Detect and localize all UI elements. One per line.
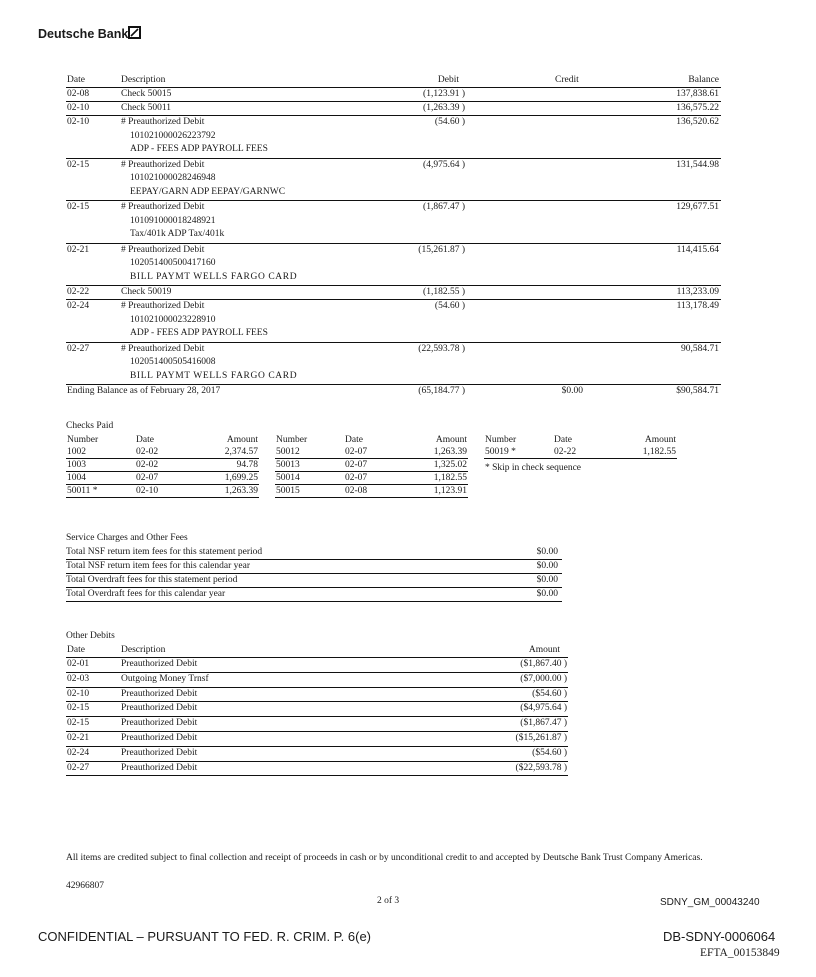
activity-row bbox=[66, 244, 721, 287]
service-charge-label: Total Overdraft fees for this statement period bbox=[66, 575, 238, 585]
activity-debit: (1,182.55 ) bbox=[423, 287, 465, 297]
od-col-description: Description bbox=[121, 645, 166, 655]
activity-detail-line: BILL PAYMT WELLS FARGO CARD bbox=[130, 271, 298, 282]
od-col-amount: Amount bbox=[528, 645, 560, 655]
check-amount: 2,374.57 bbox=[224, 447, 258, 457]
activity-debit: (1,123.91 ) bbox=[423, 89, 465, 99]
activity-detail-line: 101021000023228910 bbox=[130, 314, 216, 325]
other-debit-amount: ($54.60 ) bbox=[532, 747, 567, 758]
check-row bbox=[66, 472, 259, 485]
other-debit-description: Outgoing Money Trnsf bbox=[121, 673, 209, 684]
activity-row bbox=[66, 343, 721, 386]
service-charges-title: Service Charges and Other Fees bbox=[66, 533, 188, 543]
check-amount: 1,263.39 bbox=[224, 486, 258, 496]
activity-balance: 113,233.09 bbox=[676, 287, 719, 297]
checks-col-number: Number bbox=[485, 435, 517, 445]
activity-detail-line: EEPAY/GARN ADP EEPAY/GARNWC bbox=[130, 186, 286, 197]
check-number: 50012 bbox=[276, 447, 300, 457]
check-amount: 1,699.25 bbox=[224, 473, 258, 483]
activity-date: 02-27 bbox=[67, 343, 90, 354]
check-number: 50015 bbox=[276, 486, 300, 496]
check-date: 02-10 bbox=[136, 486, 159, 496]
activity-debit: (4,975.64 ) bbox=[423, 159, 465, 170]
bank-name: Deutsche Bank bbox=[38, 27, 129, 41]
other-debit-date: 02-01 bbox=[67, 659, 90, 669]
activity-description: Check 50019 bbox=[121, 287, 172, 297]
activity-date: 02-24 bbox=[67, 301, 90, 311]
service-charge-amount: $0.00 bbox=[536, 589, 558, 599]
checks-header-row bbox=[275, 434, 468, 446]
other-debit-row bbox=[66, 747, 568, 762]
service-charge-row bbox=[66, 546, 562, 560]
activity-description: # Preauthorized Debit bbox=[121, 202, 205, 212]
checks-col-date: Date bbox=[345, 435, 363, 445]
ending-balance-label: Ending Balance as of February 28, 2017 bbox=[67, 386, 221, 396]
activity-balance: 136,520.62 bbox=[676, 117, 719, 127]
activity-balance: 113,178.49 bbox=[676, 301, 719, 311]
activity-detail-line: Tax/401k ADP Tax/401k bbox=[130, 229, 225, 239]
checks-col-amount: Amount bbox=[226, 435, 258, 445]
activity-row bbox=[66, 201, 721, 244]
col-credit: Credit bbox=[555, 75, 579, 85]
activity-date: 02-22 bbox=[67, 287, 90, 297]
check-number: 1002 bbox=[67, 447, 86, 457]
check-row bbox=[484, 446, 677, 459]
other-debit-row bbox=[66, 702, 568, 717]
check-row bbox=[66, 446, 259, 459]
other-debit-amount: ($22,593.78 ) bbox=[515, 762, 567, 773]
other-debit-row bbox=[66, 658, 568, 673]
check-amount: 1,182.55 bbox=[433, 473, 467, 483]
activity-detail-line: ADP - FEES ADP PAYROLL FEES bbox=[130, 328, 268, 338]
ending-balance-row bbox=[66, 385, 721, 399]
check-row bbox=[66, 485, 259, 498]
other-debit-date: 02-03 bbox=[67, 673, 90, 684]
checks-col-number: Number bbox=[67, 435, 99, 445]
activity-row bbox=[66, 88, 721, 102]
activity-date: 02-15 bbox=[67, 159, 90, 170]
other-debits-table bbox=[66, 644, 568, 776]
other-debit-description: Preauthorized Debit bbox=[121, 747, 198, 758]
check-date: 02-22 bbox=[554, 447, 577, 457]
other-debit-amount: ($1,867.47 ) bbox=[520, 718, 567, 729]
other-debit-description: Preauthorized Debit bbox=[121, 688, 198, 699]
activity-description: # Preauthorized Debit bbox=[121, 117, 205, 127]
activity-row bbox=[66, 286, 721, 300]
activity-row bbox=[66, 159, 721, 202]
activity-balance: 90,584.71 bbox=[681, 343, 719, 354]
check-number: 1003 bbox=[67, 460, 86, 470]
activity-description: # Preauthorized Debit bbox=[121, 159, 205, 170]
activity-debit: (1,263.39 ) bbox=[423, 103, 465, 113]
checks-paid-column-2 bbox=[275, 434, 468, 498]
check-row bbox=[66, 459, 259, 472]
activity-detail-line: ADP - FEES ADP PAYROLL FEES bbox=[130, 144, 268, 154]
ending-balance: $90,584.71 bbox=[676, 386, 719, 396]
check-date: 02-02 bbox=[136, 460, 159, 470]
check-date: 02-02 bbox=[136, 447, 159, 457]
other-debit-amount: ($7,000.00 ) bbox=[520, 673, 567, 684]
activity-rows bbox=[66, 88, 721, 385]
skip-sequence-note: * Skip in check sequence bbox=[485, 463, 582, 473]
check-date: 02-07 bbox=[345, 447, 368, 457]
service-charge-row bbox=[66, 574, 562, 588]
checks-col-number: Number bbox=[276, 435, 308, 445]
activity-detail-line: 102051400500417160 bbox=[130, 258, 216, 268]
ending-credit-total: $0.00 bbox=[561, 386, 583, 396]
other-debit-row bbox=[66, 688, 568, 703]
activity-row bbox=[66, 116, 721, 159]
activity-detail-line: 101021000026223792 bbox=[130, 130, 216, 141]
other-debit-amount: ($4,975.64 ) bbox=[520, 703, 567, 714]
other-debit-date: 02-27 bbox=[67, 762, 90, 773]
checks-col-date: Date bbox=[136, 435, 154, 445]
account-activity-table bbox=[66, 74, 721, 399]
other-debit-row bbox=[66, 732, 568, 747]
activity-debit: (15,261.87 ) bbox=[418, 244, 465, 255]
checks-col-amount: Amount bbox=[644, 435, 676, 445]
activity-balance: 136,575.22 bbox=[676, 103, 719, 113]
ending-debit-total: (65,184.77 ) bbox=[418, 386, 465, 396]
other-debit-row bbox=[66, 717, 568, 732]
checks-header-row bbox=[484, 434, 677, 446]
check-amount: 1,325.02 bbox=[433, 460, 467, 470]
service-charge-row bbox=[66, 588, 562, 602]
col-date: Date bbox=[67, 75, 85, 85]
activity-detail-line: 101091000018248921 bbox=[130, 215, 216, 226]
activity-row bbox=[66, 102, 721, 116]
checks-paid-title: Checks Paid bbox=[66, 421, 114, 431]
col-description: Description bbox=[121, 75, 166, 85]
check-row bbox=[275, 472, 468, 485]
check-date: 02-08 bbox=[345, 486, 368, 496]
activity-date: 02-08 bbox=[67, 89, 90, 99]
other-debit-date: 02-15 bbox=[67, 718, 90, 729]
bank-logo-icon bbox=[128, 26, 141, 39]
activity-row bbox=[66, 300, 721, 343]
check-date: 02-07 bbox=[136, 473, 159, 483]
col-balance: Balance bbox=[688, 75, 719, 85]
credit-disclaimer: All items are credited subject to final collection and receipt of proceeds in cash or by unconditional credit to and accepted by Deutsche Bank Trust Company Americas. bbox=[66, 853, 703, 863]
other-debit-date: 02-15 bbox=[67, 703, 90, 714]
check-amount: 1,182.55 bbox=[642, 447, 676, 457]
check-amount: 94.78 bbox=[236, 460, 258, 470]
other-debit-amount: ($15,261.87 ) bbox=[515, 732, 567, 743]
activity-date: 02-21 bbox=[67, 244, 90, 255]
activity-balance: 131,544.98 bbox=[676, 159, 719, 170]
page-number: 2 of 3 bbox=[377, 896, 400, 906]
check-number: 50014 bbox=[276, 473, 300, 483]
activity-date: 02-15 bbox=[67, 202, 90, 212]
other-debit-description: Preauthorized Debit bbox=[121, 762, 198, 773]
other-debits-title: Other Debits bbox=[66, 631, 115, 641]
activity-description: # Preauthorized Debit bbox=[121, 244, 205, 255]
other-debit-row bbox=[66, 673, 568, 688]
efta-number: EFTA_00153849 bbox=[700, 947, 780, 959]
activity-date: 02-10 bbox=[67, 103, 90, 113]
other-debit-amount: ($1,867.40 ) bbox=[520, 659, 567, 669]
activity-debit: (22,593.78 ) bbox=[418, 343, 465, 354]
other-debit-description: Preauthorized Debit bbox=[121, 703, 198, 714]
check-number: 50019 * bbox=[485, 447, 516, 457]
activity-debit: (54.60 ) bbox=[434, 117, 465, 127]
account-reference: 42966807 bbox=[66, 881, 104, 891]
check-row bbox=[275, 485, 468, 498]
other-debit-date: 02-21 bbox=[67, 732, 90, 743]
activity-detail-line: 101021000028246948 bbox=[130, 173, 216, 183]
checks-col-amount: Amount bbox=[435, 435, 467, 445]
checks-header-row bbox=[66, 434, 259, 446]
activity-date: 02-10 bbox=[67, 117, 90, 127]
check-amount: 1,123.91 bbox=[433, 486, 467, 496]
activity-description: Check 50011 bbox=[121, 103, 172, 113]
check-row bbox=[275, 459, 468, 472]
service-charge-label: Total NSF return item fees for this statement period bbox=[66, 547, 263, 557]
activity-balance: 129,677.51 bbox=[676, 202, 719, 212]
activity-balance: 137,838.61 bbox=[676, 89, 719, 99]
service-charge-label: Total Overdraft fees for this calendar year bbox=[66, 589, 226, 599]
check-row bbox=[275, 446, 468, 459]
service-charge-row bbox=[66, 560, 562, 574]
other-debit-description: Preauthorized Debit bbox=[121, 732, 198, 743]
checks-paid-column-1 bbox=[66, 434, 259, 498]
other-debit-date: 02-24 bbox=[67, 747, 90, 758]
bates-number-sdny: SDNY_GM_00043240 bbox=[660, 897, 760, 908]
activity-debit: (1,867.47 ) bbox=[423, 202, 465, 212]
other-debit-row bbox=[66, 762, 568, 777]
activity-detail-line: BILL PAYMT WELLS FARGO CARD bbox=[130, 370, 298, 381]
od-col-date: Date bbox=[67, 645, 85, 655]
activity-description: Check 50015 bbox=[121, 89, 172, 99]
check-number: 50011 * bbox=[67, 486, 98, 496]
other-debit-amount: ($54.60 ) bbox=[532, 688, 567, 699]
checks-paid-column-3 bbox=[484, 434, 677, 459]
service-charge-label: Total NSF return item fees for this calendar year bbox=[66, 561, 250, 571]
check-number: 50013 bbox=[276, 460, 300, 470]
activity-debit: (54.60 ) bbox=[434, 301, 465, 311]
check-date: 02-07 bbox=[345, 473, 368, 483]
service-charge-amount: $0.00 bbox=[536, 575, 558, 585]
bates-number-db: DB-SDNY-0006064 bbox=[663, 929, 776, 944]
other-debits-header-row bbox=[66, 644, 568, 658]
activity-balance: 114,415.64 bbox=[676, 244, 719, 255]
check-amount: 1,263.39 bbox=[433, 447, 467, 457]
other-debit-description: Preauthorized Debit bbox=[121, 718, 198, 729]
other-debit-date: 02-10 bbox=[67, 688, 90, 699]
col-debit: Debit bbox=[437, 75, 459, 85]
activity-detail-line: 102051400505416008 bbox=[130, 357, 216, 367]
service-charge-amount: $0.00 bbox=[536, 547, 558, 557]
activity-description: # Preauthorized Debit bbox=[121, 301, 205, 311]
activity-header-row bbox=[66, 74, 721, 88]
other-debit-description: Preauthorized Debit bbox=[121, 659, 198, 669]
service-charge-amount: $0.00 bbox=[536, 561, 558, 571]
activity-description: # Preauthorized Debit bbox=[121, 343, 205, 354]
checks-col-date: Date bbox=[554, 435, 572, 445]
service-charges-table bbox=[66, 546, 562, 602]
check-date: 02-07 bbox=[345, 460, 368, 470]
confidentiality-notice: CONFIDENTIAL – PURSUANT TO FED. R. CRIM. P. 6(e) bbox=[38, 929, 372, 944]
check-number: 1004 bbox=[67, 473, 86, 483]
